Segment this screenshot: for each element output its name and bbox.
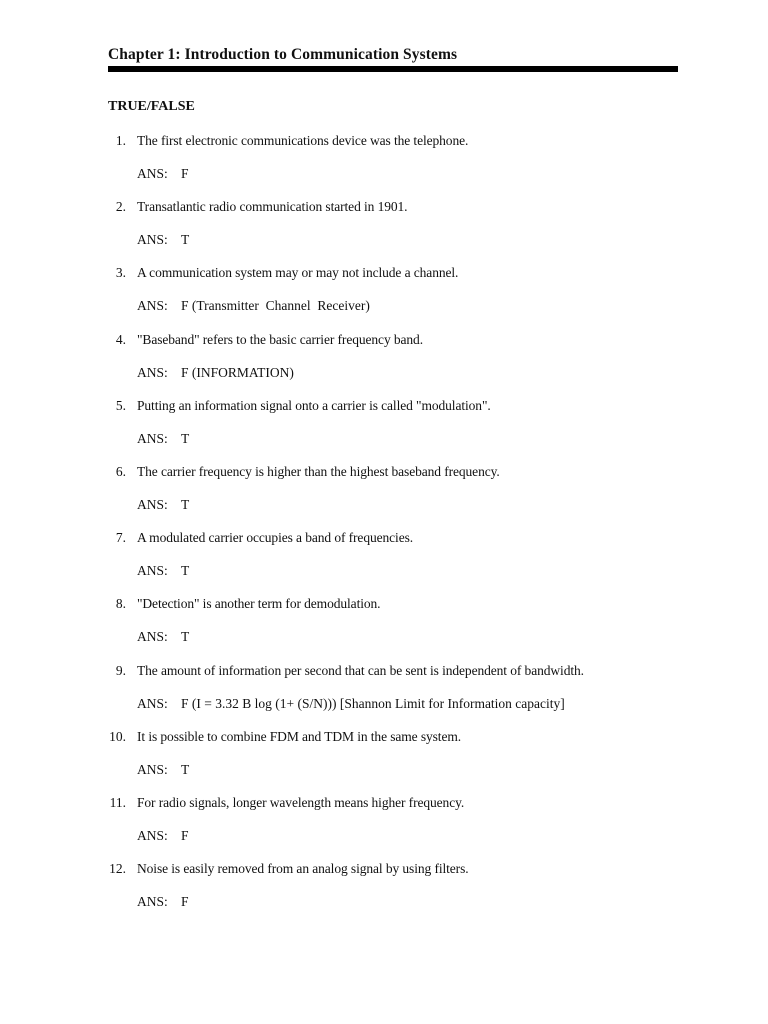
answer-label: ANS: [137, 563, 168, 579]
answer-row [137, 696, 565, 712]
answer-value: F (I = 3.32 B log (1+ (S/N))) [Shannon Limit for Information capacity] [181, 695, 565, 711]
answer-label: ANS: [137, 827, 168, 843]
question-item [0, 729, 768, 795]
answer-label: ANS: [137, 430, 168, 446]
answer-row [137, 431, 189, 447]
answer-value: F (Transmitter Channel Receiver) [181, 298, 370, 314]
question-item [0, 133, 768, 199]
answer-label: ANS: [137, 232, 168, 248]
question-text: The carrier frequency is higher than the highest baseband frequency. [137, 463, 500, 479]
answer-value: F [181, 166, 189, 181]
question-text: "Detection" is another term for demodulation. [137, 596, 381, 612]
section-heading: TRUE/FALSE [108, 99, 195, 114]
question-number: 9. [115, 662, 126, 678]
answer-row [137, 298, 370, 314]
answer-label: ANS: [137, 894, 168, 910]
answer-label: ANS: [137, 695, 168, 711]
question-item [0, 861, 768, 927]
answer-value: F (INFORMATION) [181, 364, 294, 380]
answer-value: T [181, 629, 190, 645]
answer-row [137, 629, 189, 645]
question-item [0, 464, 768, 530]
question-number: 10. [109, 728, 126, 744]
question-list [0, 133, 768, 927]
answer-value: F [181, 827, 189, 843]
question-text: A modulated carrier occupies a band of frequencies. [137, 530, 414, 546]
question-number: 6. [115, 463, 126, 479]
question-number: 4. [115, 331, 126, 347]
answer-label: ANS: [137, 761, 168, 777]
answer-label: ANS: [137, 298, 168, 314]
question-text: Noise is easily removed from an analog signal by using filters. [137, 861, 469, 877]
question-number: 2. [115, 199, 126, 215]
question-number: 11. [109, 794, 126, 810]
question-text: Putting an information signal onto a carrier is called "modulation". [137, 397, 491, 413]
answer-row [137, 232, 189, 248]
answer-value: F [181, 894, 189, 910]
question-item [0, 663, 768, 729]
question-text: For radio signals, longer wavelength means higher frequency. [137, 794, 465, 810]
answer-value: T [181, 563, 190, 579]
answer-label: ANS: [137, 496, 168, 512]
answer-label: ANS: [137, 364, 168, 380]
answer-row [137, 762, 189, 778]
answer-label: ANS: [137, 629, 168, 645]
chapter-title: Chapter 1: Introduction to Communication Systems [108, 46, 458, 63]
answer-value: T [181, 430, 190, 446]
question-item [0, 596, 768, 662]
answer-row [137, 497, 189, 513]
question-text: Transatlantic radio communication started in 1901. [137, 199, 408, 215]
question-text: A communication system may or may not include a channel. [137, 265, 459, 281]
question-text: The first electronic communications device was the telephone. [137, 133, 469, 148]
answer-row [137, 894, 189, 910]
question-item [0, 332, 768, 398]
answer-value: T [181, 761, 190, 777]
question-number: 7. [115, 530, 126, 546]
question-item [0, 199, 768, 265]
question-number: 5. [115, 397, 126, 413]
question-number: 3. [115, 265, 126, 281]
answer-row [137, 365, 294, 381]
answer-value: T [181, 232, 190, 248]
question-item [0, 795, 768, 861]
question-item [0, 530, 768, 596]
question-number: 1. [115, 133, 126, 148]
answer-label: ANS: [137, 166, 168, 181]
question-text: It is possible to combine FDM and TDM in the same system. [137, 728, 462, 744]
question-text: "Baseband" refers to the basic carrier frequency band. [137, 331, 423, 347]
answer-row [137, 563, 189, 579]
question-text: The amount of information per second that can be sent is independent of bandwidth. [137, 662, 584, 678]
question-item [0, 398, 768, 464]
question-number: 12. [109, 861, 126, 877]
answer-value: T [181, 496, 190, 512]
question-item [0, 265, 768, 331]
answer-row [137, 828, 189, 844]
title-rule [108, 66, 678, 72]
answer-row [137, 166, 189, 182]
question-number: 8. [115, 596, 126, 612]
